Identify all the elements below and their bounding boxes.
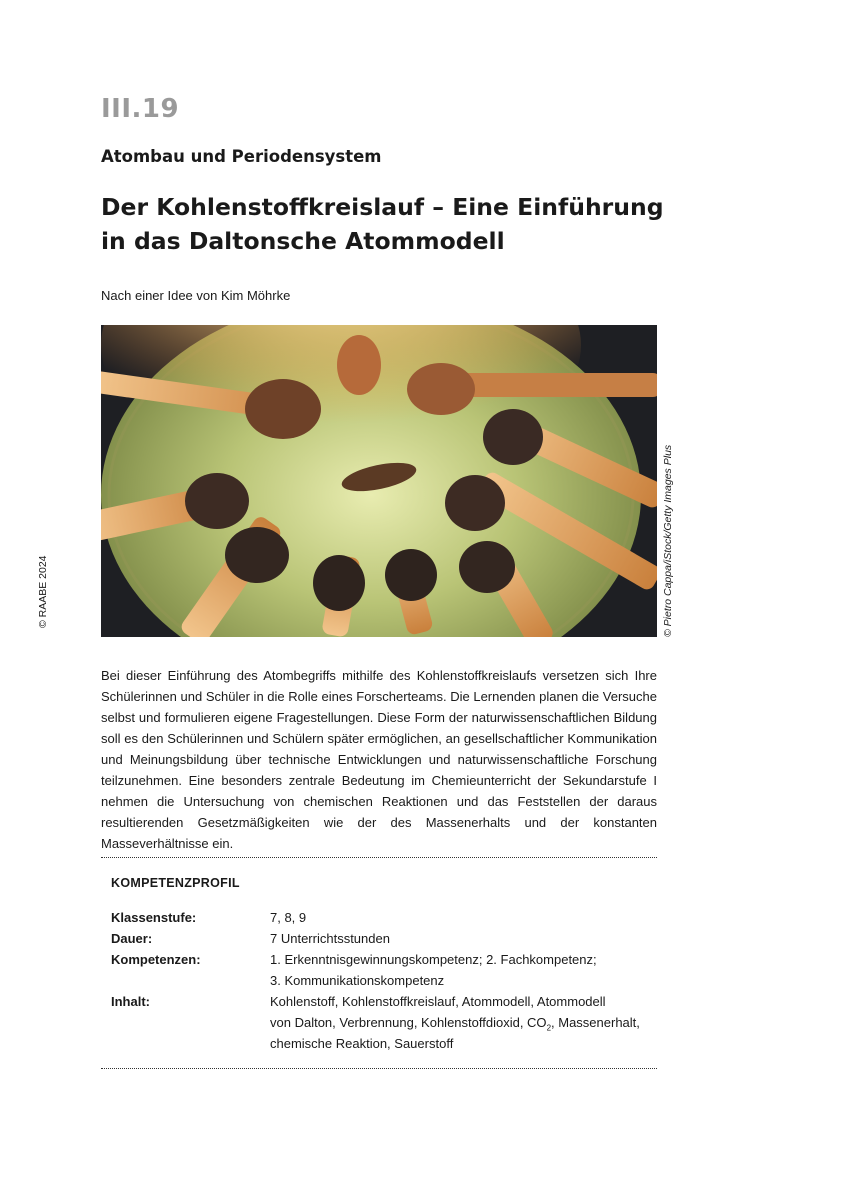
row-value	[270, 928, 650, 949]
value-line: Kohlenstoff, Kohlenstoffkreislauf, Atommodell, Atommodell	[270, 994, 606, 1009]
table-row	[111, 907, 650, 928]
kompetenzprofil-table	[111, 907, 650, 1054]
cover-photo	[101, 325, 657, 637]
burning-matches-illustration	[101, 325, 657, 637]
page-title: Der Kohlenstoffkreislauf – Eine Einführung in das Daltonsche Atommodell	[101, 193, 664, 255]
subscript: 2	[546, 1023, 552, 1033]
table-row	[111, 991, 650, 1054]
table-row	[111, 949, 650, 991]
row-value	[270, 949, 650, 991]
author-line: Nach einer Idee von Kim Möhrke	[101, 288, 291, 303]
row-key: Inhalt:	[111, 994, 150, 1009]
divider-top	[101, 857, 657, 858]
row-key: Klassenstufe:	[111, 910, 197, 925]
table-row	[111, 928, 650, 949]
chapter-number: III.19	[101, 94, 180, 124]
value-line	[270, 1012, 650, 1033]
value-line: 7, 8, 9	[270, 910, 307, 925]
value-line: 7 Unterrichtsstunden	[270, 931, 390, 946]
intro-paragraph: Bei dieser Einführung des Atombegriffs mithilfe des Kohlenstoffkreislaufs versetzen sich Ihre Schülerinnen und Schüler in die Rolle eines Forscherteams. Die Lernenden planen die Versuche selbst und formulieren eigene Fragestellungen. Diese Form der naturwissenschaftlichen Bildung soll es den Schülerinnen und Schülern später ermöglichen, an gesellschaftlicher Kommunikation und Meinungsbildung über technische Entwicklungen und naturwissenschaftliche Forschung teilzunehmen. Eine besonders zentrale Bedeutung im Chemieunterricht der Sekundarstufe I nehmen die Untersuchung von chemischen Reaktionen und das Feststellen der daraus resultierenden Gesetzmäßigkeiten wie der des Massenerhalts und der konstanten Masseverhältnisse ein.	[101, 668, 657, 851]
photo-credit: © Pietro Cappa/iStock/Getty Images Plus	[662, 444, 674, 637]
value-text: von Dalton, Verbrennung, Kohlenstoffdioxid, CO	[270, 1015, 547, 1030]
row-value	[270, 907, 650, 928]
topic-heading: Atombau und Periodensystem	[101, 147, 382, 166]
value-text: , Massenerhalt,	[551, 1015, 640, 1030]
copyright-note: © RAABE 2024	[37, 555, 49, 628]
value-line: chemische Reaktion, Sauerstoff	[270, 1036, 454, 1051]
row-key: Kompetenzen:	[111, 952, 201, 967]
divider-bottom	[101, 1068, 657, 1069]
value-line: 3. Kommunikationskompetenz	[270, 973, 445, 988]
row-key: Dauer:	[111, 931, 153, 946]
value-line: 1. Erkenntnisgewinnungskompetenz; 2. Fachkompetenz;	[270, 952, 597, 967]
kompetenzprofil-heading: KOMPETENZPROFIL	[111, 876, 240, 890]
row-value	[270, 991, 650, 1054]
